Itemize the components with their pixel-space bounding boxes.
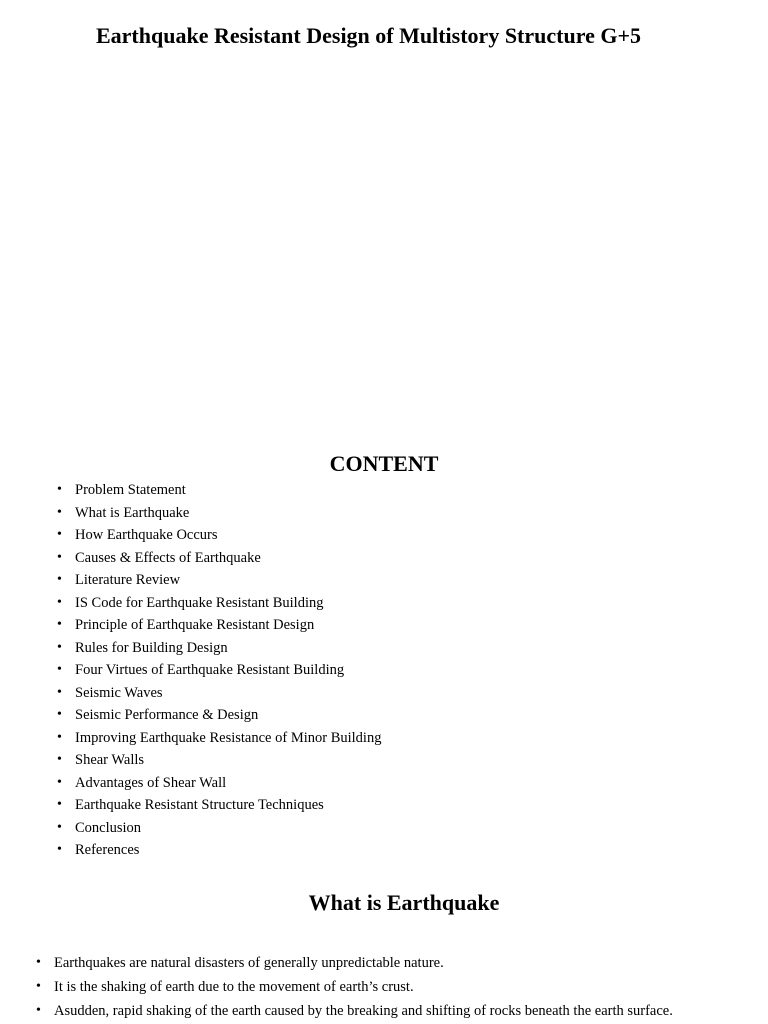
contents-item-label: Seismic Performance & Design <box>75 707 259 723</box>
contents-item <box>57 547 381 570</box>
bullet-icon: • <box>57 797 62 812</box>
section-point <box>36 951 673 975</box>
contents-item-label: Problem Statement <box>75 482 186 498</box>
contents-item-label: Shear Walls <box>75 752 145 768</box>
contents-item-label: References <box>75 842 140 858</box>
bullet-icon: • <box>57 842 62 857</box>
bullet-icon: • <box>57 617 62 632</box>
contents-item-label: Improving Earthquake Resistance of Minor Building <box>75 729 382 746</box>
document-title: Earthquake Resistant Design of Multistory Structure G+5 <box>95 23 641 48</box>
contents-item <box>57 817 381 840</box>
contents-item-label: Rules for Building Design <box>75 639 228 656</box>
contents-item-label: How Earthquake Occurs <box>75 527 218 543</box>
contents-item <box>57 839 381 862</box>
section-heading: What is Earthquake <box>308 890 500 915</box>
bullet-icon: • <box>57 594 62 610</box>
section-points-list <box>36 951 673 1023</box>
contents-item-label: Causes & Effects of Earthquake <box>75 549 261 566</box>
contents-heading: CONTENT <box>329 451 439 476</box>
contents-item <box>57 569 381 592</box>
bullet-icon: • <box>57 527 62 542</box>
contents-item <box>57 727 381 750</box>
section-point <box>36 975 673 999</box>
contents-item <box>57 794 381 817</box>
bullet-icon: • <box>36 1003 41 1018</box>
bullet-icon: • <box>57 684 62 700</box>
contents-item-label: Four Virtues of Earthquake Resistant Building <box>75 662 345 678</box>
bullet-icon: • <box>57 707 62 722</box>
contents-item-label: Advantages of Shear Wall <box>75 774 227 791</box>
contents-item <box>57 749 381 772</box>
bullet-icon: • <box>57 752 62 767</box>
bullet-icon: • <box>36 955 41 970</box>
contents-item-label: Earthquake Resistant Structure Techniques <box>75 797 324 813</box>
contents-item <box>57 592 381 615</box>
section-point <box>36 999 673 1023</box>
bullet-icon: • <box>57 662 62 677</box>
bullet-icon: • <box>57 549 62 565</box>
contents-item-label: Conclusion <box>75 819 142 836</box>
contents-item <box>57 637 381 660</box>
contents-item <box>57 682 381 705</box>
contents-item <box>57 502 381 525</box>
contents-item <box>57 704 381 727</box>
bullet-icon: • <box>36 979 41 994</box>
bullet-icon: • <box>57 482 62 497</box>
bullet-icon: • <box>57 819 62 835</box>
contents-item-label: Literature Review <box>75 572 181 588</box>
bullet-icon: • <box>57 774 62 790</box>
section-point-text: Asudden, rapid shaking of the earth caused by the breaking and shifting of rocks beneath the earth surface. <box>54 1003 673 1019</box>
contents-item <box>57 614 381 637</box>
bullet-icon: • <box>57 504 62 520</box>
contents-item <box>57 524 381 547</box>
bullet-icon: • <box>57 639 62 655</box>
contents-item-label: Principle of Earthquake Resistant Design <box>75 617 315 633</box>
contents-list <box>57 479 381 862</box>
bullet-icon: • <box>57 572 62 587</box>
contents-item <box>57 479 381 502</box>
contents-item-label: IS Code for Earthquake Resistant Building <box>75 594 324 611</box>
section-point-text: Earthquakes are natural disasters of generally unpredictable nature. <box>54 955 444 971</box>
contents-item <box>57 659 381 682</box>
contents-item-label: Seismic Waves <box>75 684 163 701</box>
contents-item-label: What is Earthquake <box>75 504 190 521</box>
contents-item <box>57 772 381 795</box>
section-point-text: It is the shaking of earth due to the movement of earth’s crust. <box>54 979 414 995</box>
bullet-icon: • <box>57 729 62 745</box>
